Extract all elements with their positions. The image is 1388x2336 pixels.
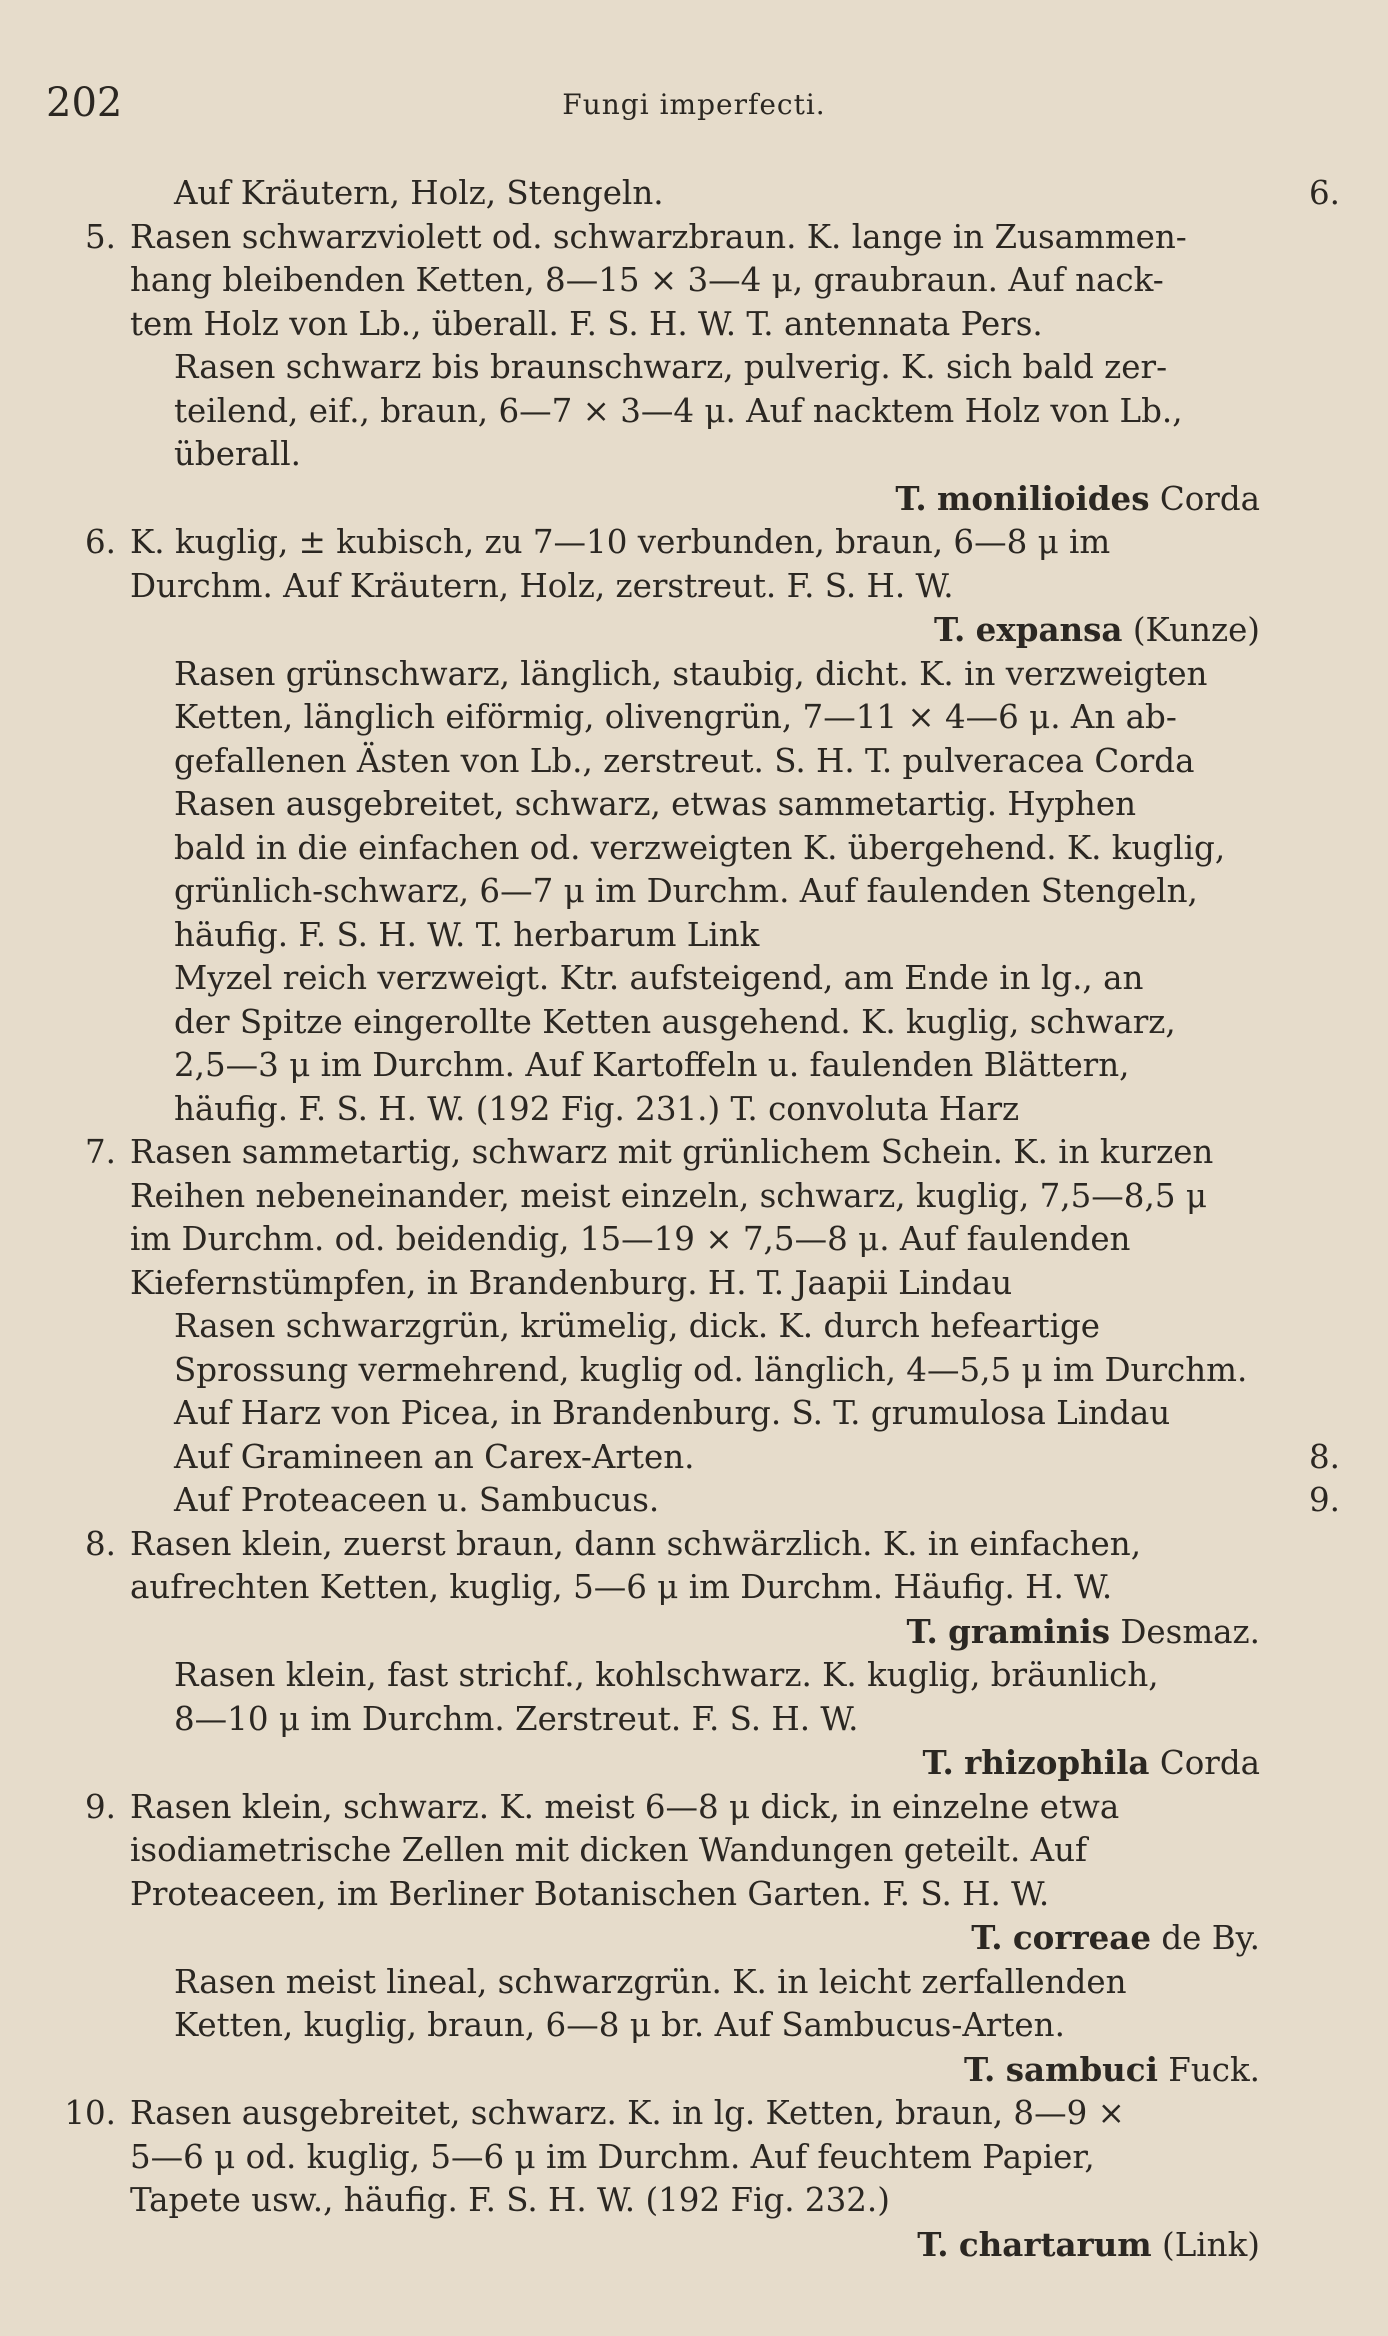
taxon-species: sambuci	[1005, 2049, 1158, 2089]
taxon-species: correae	[1012, 1918, 1152, 1957]
taxon-species: expansa	[975, 610, 1123, 649]
text-line: Proteaceen, im Berliner Botanischen Garten. F. S. H. W.	[130, 1874, 1050, 1913]
key-entry	[70, 1479, 1340, 1523]
text-line: hang bleibenden Ketten, 8—15 × 3—4 μ, graubraun. Auf nack-	[130, 261, 1164, 299]
key-entry	[70, 957, 1340, 1131]
entry-number: 9.	[84, 1787, 116, 1826]
taxon-name	[130, 1610, 1340, 1655]
taxon-name	[130, 2048, 1340, 2093]
text-line: bald in die einfachen od. verzweigten K. übergehend. K. kuglig,	[174, 828, 1226, 867]
text-line: Ketten, länglich eiförmig, olivengrün, 7—11 × 4—6 μ. An ab-	[174, 698, 1177, 736]
page-header	[42, 80, 1346, 140]
text-line: überall.	[174, 435, 302, 473]
text-line: Sprossung vermehrend, kuglig od. länglich, 4—5,5 μ im Durchm.	[174, 1350, 1248, 1389]
taxon-author: Corda	[1159, 1744, 1260, 1782]
entry-number: 6.	[84, 523, 116, 561]
taxon-genus: T.	[971, 1918, 1003, 1957]
text-line: Rasen schwarzviolett od. schwarzbraun. K. lange in Zusammen-	[130, 217, 1187, 256]
text-line: gefallenen Ästen von Lb., zerstreut. S. H. T. pulveracea Corda	[174, 741, 1195, 780]
text-line: Rasen grünschwarz, länglich, staubig, dicht. K. in verzweigten	[174, 654, 1208, 693]
text-line: Rasen meist lineal, schwarzgrün. K. in leicht zerfallenden	[174, 1962, 1127, 2001]
lead-number: 8.	[1308, 1437, 1340, 1476]
key-entry	[70, 783, 1340, 957]
key-entry	[70, 1131, 1340, 1305]
key-entry	[64, 2092, 1340, 2267]
taxon-species: rhizophila	[964, 1743, 1150, 1782]
text-line: im Durchm. od. beidendig, 15—19 × 7,5—8 μ. Auf faulenden	[130, 1220, 1131, 1258]
taxon-name	[130, 2223, 1340, 2268]
key-entry	[70, 653, 1340, 784]
taxon-species: monilioides	[937, 478, 1150, 518]
taxon-author: (Link)	[1162, 2225, 1260, 2264]
lead-number: 9.	[1308, 1481, 1340, 1519]
taxon-species: graminis	[948, 1611, 1111, 1651]
text-line: Rasen schwarz bis braunschwarz, pulverig. K. sich bald zer-	[174, 348, 1168, 386]
key-entry	[70, 521, 1340, 653]
taxon-name	[130, 1916, 1340, 1961]
text-line: Reihen nebeneinander, meist einzeln, schwarz, kuglig, 7,5—8,5 μ	[130, 1176, 1207, 1215]
text-line: Ketten, kuglig, braun, 6—8 μ br. Auf Sambucus-Arten.	[174, 2006, 1065, 2044]
taxon-genus: T.	[934, 610, 966, 649]
key-entry	[70, 1786, 1340, 1961]
text-line: grünlich-schwarz, 6—7 μ im Durchm. Auf faulenden Stengeln,	[174, 872, 1198, 910]
line-text: Auf Kräutern, Holz, Stengeln.	[174, 174, 664, 212]
text-line: Rasen ausgebreitet, schwarz. K. in lg. Ketten, braun, 8—9 ×	[130, 2094, 1125, 2132]
taxon-genus: T.	[906, 1611, 938, 1651]
page-number: 202	[46, 80, 123, 126]
running-title: Fungi imperfecti.	[562, 88, 826, 121]
text-line: Tapete usw., häufig. F. S. H. W. (192 Fig. 232.)	[130, 2181, 890, 2219]
text-line: der Spitze eingerollte Ketten ausgehend. K. kuglig, schwarz,	[174, 1002, 1176, 1041]
text-line: isodiametrische Zellen mit dicken Wandungen geteilt. Auf	[130, 1831, 1088, 1869]
taxon-genus: T.	[917, 2224, 949, 2264]
text-line: 5—6 μ od. kuglig, 5—6 μ im Durchm. Auf feuchtem Papier,	[130, 2137, 1095, 2176]
text-line: Rasen schwarzgrün, krümelig, dick. K. durch hefeartige	[174, 1307, 1101, 1345]
text-line: Rasen sammetartig, schwarz mit grünlichem Schein. K. in kurzen	[130, 1133, 1214, 1171]
taxon-genus: T.	[964, 2049, 996, 2089]
key-entry	[70, 1523, 1340, 1655]
text-line: Auf Harz von Picea, in Brandenburg. S. T. grumulosa Lindau	[174, 1394, 1171, 1432]
taxon-author: Corda	[1159, 479, 1260, 518]
entry-number: 7.	[84, 1133, 116, 1171]
line-text: Auf Gramineen an Carex-Arten.	[174, 1437, 695, 1476]
line-text: Auf Proteaceen u. Sambucus.	[174, 1481, 660, 1519]
taxon-author: Desmaz.	[1120, 1612, 1260, 1651]
text-line: 2,5—3 μ im Durchm. Auf Kartoffeln u. faulenden Blättern,	[174, 1046, 1130, 1084]
text-line: häufig. F. S. H. W. (192 Fig. 231.) T. convoluta Harz	[174, 1089, 1020, 1128]
lead-number: 6.	[1308, 174, 1340, 212]
key-entry	[70, 1961, 1340, 2093]
key-entry	[70, 346, 1340, 521]
text-line: Rasen ausgebreitet, schwarz, etwas sammetartig. Hyphen	[174, 785, 1137, 823]
text-line: Durchm. Auf Kräutern, Holz, zerstreut. F. S. H. W.	[130, 566, 954, 605]
text-line	[130, 1436, 1340, 1480]
taxon-genus: T.	[922, 1743, 954, 1782]
text-line: aufrechten Ketten, kuglig, 5—6 μ im Durchm. Häufig. H. W.	[130, 1568, 1113, 1606]
entry-number: 5.	[84, 217, 116, 256]
taxon-author: de By.	[1161, 1919, 1260, 1957]
key-text	[64, 172, 1340, 2267]
key-entry	[70, 1654, 1340, 1786]
key-entry	[70, 216, 1340, 347]
text-line: Rasen klein, zuerst braun, dann schwärzlich. K. in einfachen,	[130, 1524, 1142, 1563]
key-entry	[70, 1305, 1340, 1436]
text-line: Myzel reich verzweigt. Ktr. aufsteigend, am Ende in lg., an	[174, 959, 1144, 997]
text-line: teilend, eif., braun, 6—7 × 3—4 μ. Auf nacktem Holz von Lb.,	[174, 391, 1183, 430]
taxon-author: (Kunze)	[1132, 611, 1260, 649]
text-line: häufig. F. S. H. W. T. herbarum Link	[174, 915, 760, 954]
text-line: K. kuglig, ± kubisch, zu 7—10 verbunden, braun, 6—8 μ im	[130, 523, 1111, 561]
taxon-author: Fuck.	[1168, 2050, 1260, 2089]
text-line: tem Holz von Lb., überall. F. S. H. W. T. antennata Pers.	[130, 304, 1043, 343]
taxon-species: chartarum	[958, 2224, 1152, 2264]
entry-number: 10.	[64, 2094, 116, 2132]
taxon-genus: T.	[895, 478, 927, 518]
text-line	[130, 1479, 1340, 1523]
key-entry	[70, 172, 1340, 216]
taxon-name	[130, 608, 1340, 653]
taxon-name	[130, 477, 1340, 522]
text-line	[130, 172, 1340, 216]
text-line: Rasen klein, fast strichf., kohlschwarz. K. kuglig, bräunlich,	[174, 1656, 1159, 1694]
key-entry	[70, 1436, 1340, 1480]
entry-number: 8.	[84, 1524, 116, 1563]
text-line: Kiefernstümpfen, in Brandenburg. H. T. Jaapii Lindau	[130, 1263, 1013, 1302]
text-line: 8—10 μ im Durchm. Zerstreut. F. S. H. W.	[174, 1699, 859, 1738]
taxon-name	[130, 1741, 1340, 1786]
text-line: Rasen klein, schwarz. K. meist 6—8 μ dick, in einzelne etwa	[130, 1787, 1120, 1826]
